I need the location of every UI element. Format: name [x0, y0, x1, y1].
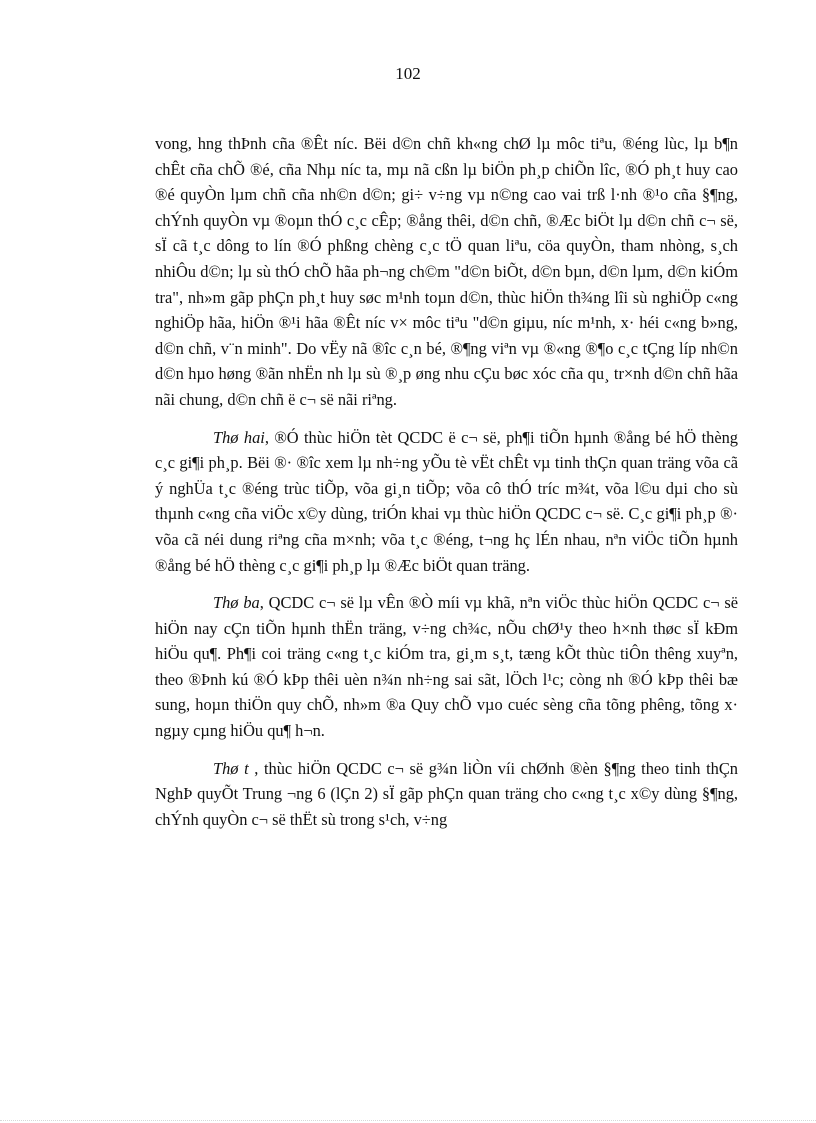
paragraph-lead: Thø hai [213, 427, 265, 447]
paragraph-text: , thùc hiÖn QCDC c¬ së g¾n liÒn víi chØnh ®èn §¶ng theo tinh thÇn NghÞ quyÕt Trung ¬ng 6 (lÇn 2) sÏ gãp phÇn quan träng cho c«ng t¸c x©y dùng §¶ng, chÝnh quyÒn c¬ së thËt sù trong s¹ch, v÷ng [155, 758, 738, 829]
paragraph-lead: Thø t [213, 758, 249, 778]
body-text [155, 131, 738, 844]
page-bottom-edge [0, 1120, 816, 1121]
page-number: 102 [395, 64, 421, 83]
paragraph-1 [155, 131, 738, 413]
paragraph-lead: Thø ba [213, 593, 260, 613]
paragraph-text: vong, hng thÞnh cña ®Êt níc. Bëi d©n chñ kh«ng chØ lµ môc tiªu, ®éng lùc, lµ b¶n chÊt cña chÕ ®é, cña Nhµ níc ta, mµ nã cßn lµ biÖn ph¸p chiÕn lîc, ®Ó ph¸t huy cao ®é quyÒn lµm chñ cña nh©n d©n; gi÷ v÷ng vµ n©ng cao vai trß l·nh ®¹o cña §¶ng, chÝnh quyÒn vµ ®oµn thÓ c¸c cÊp; ®ång thêi, d©n chñ, ®Æc biÖt lµ d©n chñ c¬ së, sÏ cã t¸c dông to lín ®Ó phßng chèng c¸c tÖ quan liªu, cöa quyÒn, tham nhòng, s¸ch nhiÔu d©n; lµ sù thÓ chÕ hãa ph¬ng ch©m "d©n biÕt, d©n bµn, d©n lµm, d©n kiÓm tra", nh»m gãp phÇn ph¸t huy søc m¹nh toµn d©n, thùc hiÖn th¾ng lîi sù nghiÖp c«ng nghiÖp hãa, hiÖn ®¹i hãa ®Êt níc v× môc tiªu "d©n giµu, níc m¹nh, x· héi c«ng b»ng, d©n chñ, v¨n minh". Do vËy nã ®îc c¸n bé, ®¶ng viªn vµ ®«ng ®¶o c¸c tÇng líp nh©n d©n hµo høng ®ãn nhËn nh lµ sù ®¸p øng nhu cÇu bøc xóc cña qu¸ tr×nh d©n chñ hãa nãi chung, d©n chñ ë c¬ së nãi riªng. [155, 134, 738, 409]
paragraph-2 [155, 425, 738, 579]
paragraph-3 [155, 590, 738, 744]
paragraph-text: , ®Ó thùc hiÖn tèt QCDC ë c¬ së, ph¶i tiÕn hµnh ®ång bé hÖ thèng c¸c gi¶i ph¸p. Bëi ®· ®îc xem lµ nh÷ng yÕu tè vËt chÊt vµ tinh thÇn quan träng võa cã ý nghÜa t¸c ®éng trùc tiÕp, võa gi¸n tiÕp; võa cô thÓ tríc m¾t, võa l©u dµi cho sù thµnh c«ng cña viÖc x©y dùng, triÓn khai vµ thùc hiÖn QCDC c¬ së. C¸c gi¶i ph¸p ®· võa cã néi dung riªng cña m×nh; võa t¸c ®éng, t¬ng hç lÉn nhau, nªn viÖc tiÕn hµnh ®ång bé hÖ thèng c¸c gi¶i ph¸p lµ ®Æc biÖt quan träng. [155, 427, 738, 575]
paragraph-text: , QCDC c¬ së lµ vÊn ®Ò míi vµ khã, nªn viÖc thùc hiÖn QCDC c¬ së hiÖn nay cÇn tiÕn hµnh thËn träng, v÷ng ch¾c, nÕu chØ¹y theo h×nh thøc sÏ kÐm hiÖu qu¶. Ph¶i coi träng c«ng t¸c kiÓm tra, gi¸m s¸t, tæng kÕt thùc tiÔn thêng xuyªn, theo ®Þnh kú ®Ó kÞp thêi uèn n¾n nh÷ng sai sãt, lÖch l¹c; còng nh ®Ó kÞp thêi bæ sung, hoµn thiÖn quy chÕ, nh»m ®a Quy chÕ vµo cuéc sèng cña tõng phêng, tõng x· ngµy cµng hiÖu qu¶ h¬n. [155, 593, 738, 741]
paragraph-4 [155, 756, 738, 833]
